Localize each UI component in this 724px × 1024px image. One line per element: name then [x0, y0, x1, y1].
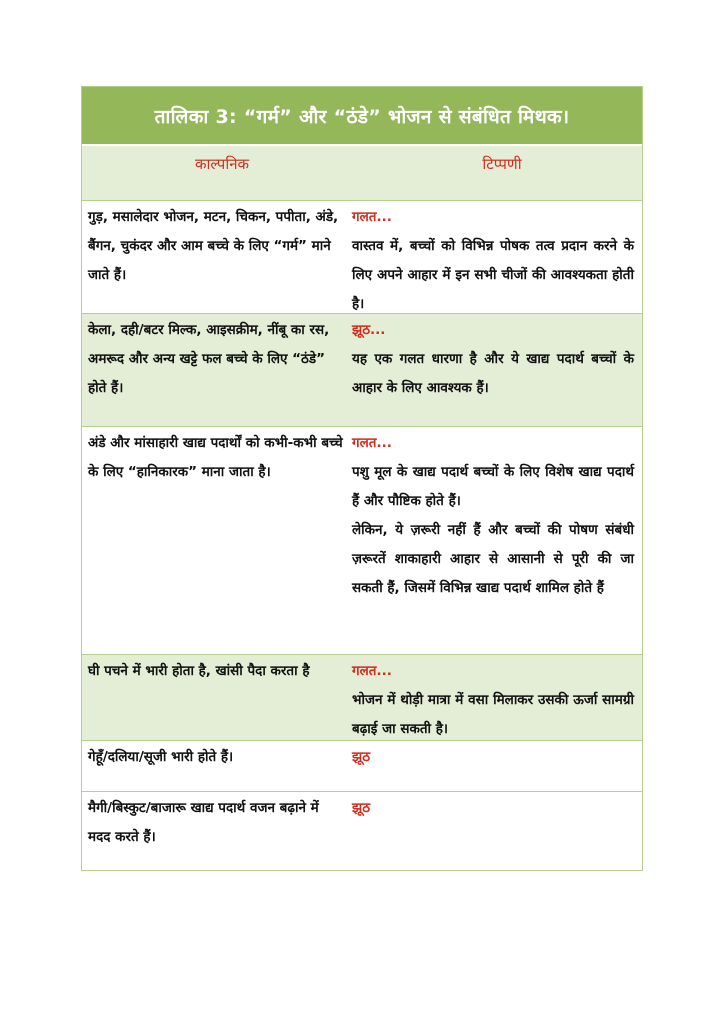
- comment-text: पशु मूल के खाद्य पदार्थ बच्चों के लिए विशेष खाद्य पदार्थ हैं और पौष्टिक होते हैं।: [352, 464, 634, 509]
- verdict-label: झूठ: [352, 749, 371, 765]
- verdict-label: गलत...: [352, 663, 392, 679]
- table-row: [82, 792, 642, 870]
- table-title: तालिका 3: “गर्म” और “ठंडे” भोजन से संबंधित मिथक।: [82, 87, 642, 146]
- comment-cell: [348, 741, 642, 791]
- verdict-label: झूठ...: [352, 322, 386, 338]
- table-row: [82, 201, 642, 314]
- comment-cell: [348, 201, 642, 313]
- comment-text: यह एक गलत धारणा है और ये खाद्य पदार्थ बच्चों के आहार के लिए आवश्यक हैं।: [352, 351, 634, 396]
- verdict-label: झूठ: [352, 800, 371, 816]
- myths-table: [81, 86, 643, 871]
- table-row: [82, 427, 642, 655]
- table-row: [82, 314, 642, 427]
- header-comment: टिप्पणी: [482, 155, 522, 173]
- myth-cell: अंडे और मांसाहारी खाद्य पदार्थों को कभी-कभी बच्चे के लिए “हानिकारक” माना जाता है।: [88, 435, 343, 480]
- comment-cell: [348, 314, 642, 426]
- table-row: [82, 655, 642, 741]
- myth-cell: मैगी/बिस्कुट/बाजारू खाद्य पदार्थ वजन बढ़ाने में मदद करते हैं।: [88, 800, 319, 845]
- comment-text: भोजन में थोड़ी मात्रा में वसा मिलाकर उसकी ऊर्जा सामग्री बढ़ाई जा सकती है।: [352, 692, 634, 737]
- myth-cell: केला, दही/बटर मिल्क, आइसक्रीम, नींबू का रस, अमरूद और अन्य खट्टे फल बच्चे के लिए “ठंडे” होते हैं।: [88, 322, 330, 396]
- verdict-label: गलत...: [352, 209, 392, 225]
- comment-text: लेकिन, ये ज़रूरी नहीं हैं और बच्चों की पोषण संबंधी ज़रूरतें शाकाहारी आहार से आसानी से पूरी की जा सकती हैं, जिसमें विभिन्न खाद्य पदार्थ शामिल होते हैं: [352, 522, 634, 596]
- verdict-label: गलत...: [352, 435, 392, 451]
- comment-cell: [348, 655, 642, 740]
- comment-cell: [348, 427, 642, 654]
- table-row: [82, 741, 642, 792]
- comment-cell: [348, 792, 642, 870]
- myth-cell: गुड़, मसालेदार भोजन, मटन, चिकन, पपीता, अंडे, बैंगन, चुकंदर और आम बच्चे के लिए “गर्म” माने जाते हैं।: [88, 209, 339, 283]
- myth-cell: गेहूँ/दलिया/सूजी भारी होते हैं।: [88, 749, 234, 765]
- table-header-row: [82, 146, 642, 201]
- myth-cell: घी पचने में भारी होता है, खांसी पैदा करता है: [88, 663, 310, 679]
- header-myth: काल्पनिक: [194, 155, 250, 173]
- comment-text: वास्तव में, बच्चों को विभिन्न पोषक तत्व प्रदान करने के लिए अपने आहार में इन सभी चीजों की आवश्यकता होती है।: [352, 238, 634, 312]
